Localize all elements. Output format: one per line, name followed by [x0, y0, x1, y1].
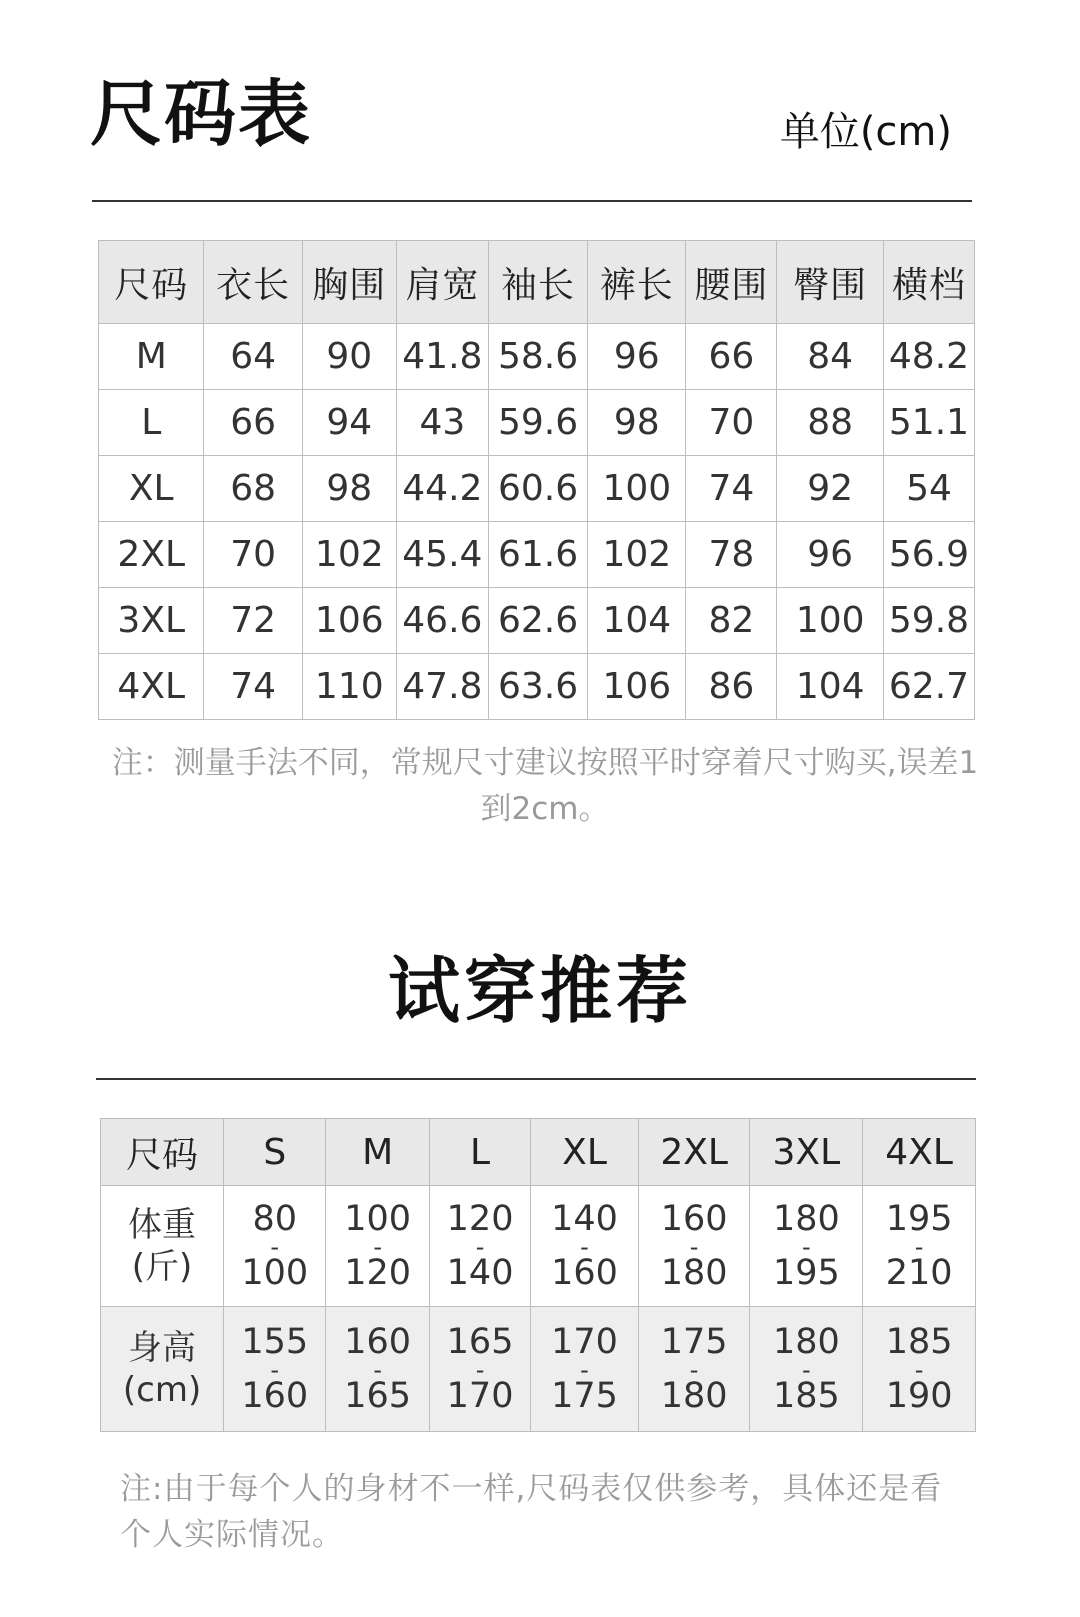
measurement-cell: 63.6: [488, 654, 587, 720]
measurement-cell: 100: [588, 456, 686, 522]
range-min: 180: [772, 1198, 840, 1239]
range-dash: -: [373, 1355, 382, 1384]
measurement-cell: 48.2: [883, 324, 974, 390]
range-min: 160: [344, 1321, 412, 1362]
measurement-cell: 43: [396, 390, 488, 456]
range-max: 160: [551, 1252, 618, 1293]
range-dash: -: [475, 1232, 485, 1261]
size-column-header: S: [224, 1119, 326, 1186]
range-max: 195: [772, 1252, 840, 1293]
size-chart-header-row: [99, 241, 975, 324]
range-min: 170: [551, 1321, 618, 1362]
height-range-cell: [638, 1307, 750, 1432]
fit-chart-title: 试穿推荐: [387, 949, 692, 1033]
unit-label: 单位(cm): [779, 109, 952, 155]
range-dash: -: [689, 1232, 699, 1261]
column-header: 胸围: [302, 241, 396, 324]
row-header-unit: (斤): [131, 1247, 193, 1287]
measurement-cell: 82: [686, 588, 777, 654]
range-dash: -: [373, 1232, 382, 1261]
fit-header-row: [101, 1119, 976, 1186]
weight-range-cell: [863, 1186, 976, 1307]
measurement-cell: 54: [883, 456, 974, 522]
column-header: 横档: [883, 241, 974, 324]
height-range-cell: [750, 1307, 863, 1432]
size-column-header: M: [326, 1119, 429, 1186]
column-header: 臀围: [777, 241, 884, 324]
measurement-cell: 96: [588, 324, 686, 390]
measurement-cell: 104: [777, 654, 884, 720]
height-row: [101, 1307, 976, 1432]
range-max: 180: [660, 1252, 728, 1293]
range-min: 195: [885, 1198, 953, 1239]
size-row: [99, 522, 975, 588]
height-range-cell: [863, 1307, 976, 1432]
title-divider: [92, 200, 972, 202]
measurement-cell: 102: [302, 522, 396, 588]
range-dash: -: [270, 1232, 280, 1261]
column-header: 裤长: [588, 241, 686, 324]
range-max: 180: [660, 1375, 728, 1416]
measurement-cell: 51.1: [883, 390, 974, 456]
range-min: 165: [446, 1321, 514, 1362]
range-max: 175: [551, 1375, 618, 1416]
row-header-label: 身高: [128, 1328, 197, 1368]
measurement-cell: 88: [777, 390, 884, 456]
size-column-header: 4XL: [863, 1119, 976, 1186]
range-dash: -: [802, 1355, 811, 1384]
size-label-cell: M: [99, 324, 204, 390]
range-min: 120: [446, 1198, 514, 1239]
measurement-cell: 70: [204, 522, 302, 588]
size-row: [99, 588, 975, 654]
range-max: 170: [446, 1375, 514, 1416]
range-min: 160: [660, 1198, 728, 1239]
size-chart-title: 尺码表: [90, 72, 313, 156]
measurement-cell: 59.6: [488, 390, 587, 456]
weight-range-cell: [429, 1186, 530, 1307]
weight-range-cell: [224, 1186, 326, 1307]
measurement-cell: 104: [588, 588, 686, 654]
measurement-cell: 84: [777, 324, 884, 390]
measurement-cell: 59.8: [883, 588, 974, 654]
title-divider: [96, 1078, 976, 1080]
size-label-cell: 3XL: [99, 588, 204, 654]
column-header: 尺码: [99, 241, 204, 324]
measurement-cell: 58.6: [488, 324, 587, 390]
measurement-cell: 47.8: [396, 654, 488, 720]
measurement-cell: 106: [588, 654, 686, 720]
range-min: 180: [772, 1321, 840, 1362]
range-dash: -: [580, 1355, 589, 1384]
weight-range-cell: [750, 1186, 863, 1307]
range-dash: -: [802, 1232, 811, 1261]
column-header: 袖长: [488, 241, 587, 324]
weight-range-cell: [326, 1186, 429, 1307]
measurement-cell: 64: [204, 324, 302, 390]
size-label-cell: L: [99, 390, 204, 456]
column-header: 腰围: [686, 241, 777, 324]
size-chart-note: 注：测量手法不同，常规尺寸建议按照平时穿着尺寸购买,误差1到2cm。: [111, 745, 979, 827]
measurement-cell: 92: [777, 456, 884, 522]
range-dash: -: [914, 1232, 924, 1261]
measurement-cell: 66: [204, 390, 302, 456]
range-min: 175: [660, 1321, 728, 1362]
fit-chart-note: 注:由于每个人的身材不一样,尺码表仅供参考，具体还是看个人实际情况。: [120, 1471, 943, 1553]
measurement-cell: 90: [302, 324, 396, 390]
range-max: 165: [344, 1375, 412, 1416]
column-header: 肩宽: [396, 241, 488, 324]
measurement-cell: 110: [302, 654, 396, 720]
size-label-cell: 4XL: [99, 654, 204, 720]
range-min: 80: [252, 1198, 298, 1239]
measurement-cell: 98: [588, 390, 686, 456]
range-dash: -: [914, 1355, 924, 1384]
range-max: 120: [344, 1252, 412, 1293]
measurement-cell: 86: [686, 654, 777, 720]
measurement-cell: 94: [302, 390, 396, 456]
range-min: 100: [344, 1198, 412, 1239]
size-row: [99, 654, 975, 720]
range-dash: -: [475, 1355, 485, 1384]
size-row: [99, 324, 975, 390]
range-min: 185: [885, 1321, 953, 1362]
fit-recommendation-table: [100, 1118, 976, 1432]
weight-range-cell: [638, 1186, 750, 1307]
column-header: 尺码: [101, 1119, 224, 1186]
measurement-cell: 62.6: [488, 588, 587, 654]
measurement-cell: 45.4: [396, 522, 488, 588]
measurement-cell: 60.6: [488, 456, 587, 522]
measurement-cell: 98: [302, 456, 396, 522]
measurement-cell: 102: [588, 522, 686, 588]
row-header-label: 体重: [128, 1205, 197, 1245]
measurement-cell: 68: [204, 456, 302, 522]
range-min: 140: [551, 1198, 618, 1239]
measurement-cell: 62.7: [883, 654, 974, 720]
measurement-cell: 74: [204, 654, 302, 720]
height-range-cell: [224, 1307, 326, 1432]
height-range-cell: [429, 1307, 530, 1432]
measurement-cell: 66: [686, 324, 777, 390]
measurement-cell: 100: [777, 588, 884, 654]
size-label-cell: XL: [99, 456, 204, 522]
column-header: 衣长: [204, 241, 302, 324]
range-dash: -: [580, 1232, 589, 1261]
measurement-cell: 56.9: [883, 522, 974, 588]
row-header: [101, 1186, 224, 1307]
weight-range-cell: [531, 1186, 639, 1307]
measurement-cell: 78: [686, 522, 777, 588]
size-column-header: 2XL: [638, 1119, 750, 1186]
size-label-cell: 2XL: [99, 522, 204, 588]
range-max: 210: [885, 1252, 953, 1293]
height-range-cell: [531, 1307, 639, 1432]
size-column-header: 3XL: [750, 1119, 863, 1186]
range-max: 140: [446, 1252, 514, 1293]
size-row: [99, 456, 975, 522]
measurement-cell: 61.6: [488, 522, 587, 588]
measurement-cell: 46.6: [396, 588, 488, 654]
measurement-cell: 74: [686, 456, 777, 522]
size-column-header: L: [429, 1119, 530, 1186]
range-max: 190: [885, 1375, 953, 1416]
measurement-cell: 70: [686, 390, 777, 456]
size-column-header: XL: [531, 1119, 639, 1186]
measurement-cell: 41.8: [396, 324, 488, 390]
weight-row: [101, 1186, 976, 1307]
size-row: [99, 390, 975, 456]
range-dash: -: [270, 1355, 280, 1384]
size-chart-table: [98, 240, 975, 720]
range-max: 100: [241, 1252, 309, 1293]
measurement-cell: 44.2: [396, 456, 488, 522]
range-dash: -: [689, 1355, 699, 1384]
measurement-cell: 106: [302, 588, 396, 654]
measurement-cell: 72: [204, 588, 302, 654]
measurement-cell: 96: [777, 522, 884, 588]
row-header: [101, 1307, 224, 1432]
range-max: 185: [772, 1375, 840, 1416]
height-range-cell: [326, 1307, 429, 1432]
range-min: 155: [241, 1321, 309, 1362]
row-header-unit: (cm): [122, 1370, 202, 1410]
range-max: 160: [241, 1375, 309, 1416]
